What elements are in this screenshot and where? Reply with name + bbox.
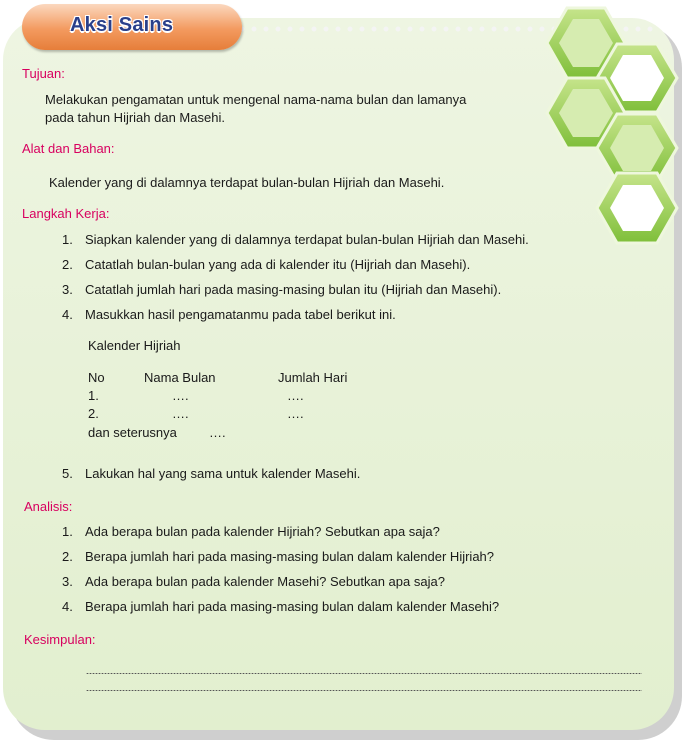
table-header-nama-bulan: Nama Bulan xyxy=(144,370,216,385)
langkah-kerja-label: Langkah Kerja: xyxy=(22,206,110,221)
table-cell-no: 1. xyxy=(88,388,99,403)
page-title: Aksi Sains xyxy=(70,14,174,36)
kesimpulan-label: Kesimpulan: xyxy=(24,632,96,647)
step-text: Lakukan hal yang sama untuk kalender Masehi. xyxy=(85,466,361,481)
analisis-question: Berapa jumlah hari pada masing-masing bulan dalam kalender Hijriah? xyxy=(85,549,495,564)
table-title: Kalender Hijriah xyxy=(88,338,181,353)
step-number: 2. xyxy=(62,257,73,272)
analisis-question: Ada berapa bulan pada kalender Masehi? Sebutkan apa saja? xyxy=(85,574,445,589)
answer-line[interactable] xyxy=(86,690,642,691)
analisis-label: Analisis: xyxy=(24,499,73,514)
step-number: 1. xyxy=(62,232,73,247)
analisis-number: 3. xyxy=(62,574,73,589)
hexagon-decoration xyxy=(535,0,695,260)
answer-line[interactable] xyxy=(86,673,642,674)
table-cell-no: 2. xyxy=(88,406,99,421)
tujuan-label: Tujuan: xyxy=(22,66,65,81)
analisis-number: 2. xyxy=(62,549,73,564)
table-header-jumlah-hari: Jumlah Hari xyxy=(278,370,348,385)
alat-bahan-text: Kalender yang di dalamnya terdapat bulan-bulan Hijriah dan Masehi. xyxy=(49,175,445,190)
table-cell-days: …. xyxy=(287,388,304,403)
step-text: Catatlah jumlah hari pada masing-masing bulan itu (Hijriah dan Masehi). xyxy=(85,282,502,297)
analisis-question: Ada berapa bulan pada kalender Hijriah? Sebutkan apa saja? xyxy=(85,524,440,539)
analisis-question: Berapa jumlah hari pada masing-masing bulan dalam kalender Masehi? xyxy=(85,599,500,614)
tujuan-text-line-2: pada tahun Hijriah dan Masehi. xyxy=(45,110,225,125)
step-text: Catatlah bulan-bulan yang ada di kalender itu (Hijriah dan Masehi). xyxy=(85,257,471,272)
table-header-no: No xyxy=(88,370,105,385)
step-number: 3. xyxy=(62,282,73,297)
alat-bahan-label: Alat dan Bahan: xyxy=(22,141,115,156)
step-text: Siapkan kalender yang di dalamnya terdapat bulan-bulan Hijriah dan Masehi. xyxy=(85,232,529,247)
table-etc-value: …. xyxy=(209,425,226,440)
analisis-number: 4. xyxy=(62,599,73,614)
table-cell-name: …. xyxy=(172,388,189,403)
step-number: 5. xyxy=(62,466,73,481)
step-number: 4. xyxy=(62,307,73,322)
step-text: Masukkan hasil pengamatanmu pada tabel berikut ini. xyxy=(85,307,396,322)
table-cell-days: …. xyxy=(287,406,304,421)
table-etc-text: dan seterusnya xyxy=(88,425,177,440)
analisis-number: 1. xyxy=(62,524,73,539)
tujuan-text-line-1: Melakukan pengamatan untuk mengenal nama-nama bulan dan lamanya xyxy=(45,92,467,107)
hexagon-5 xyxy=(597,173,677,243)
table-cell-name: …. xyxy=(172,406,189,421)
